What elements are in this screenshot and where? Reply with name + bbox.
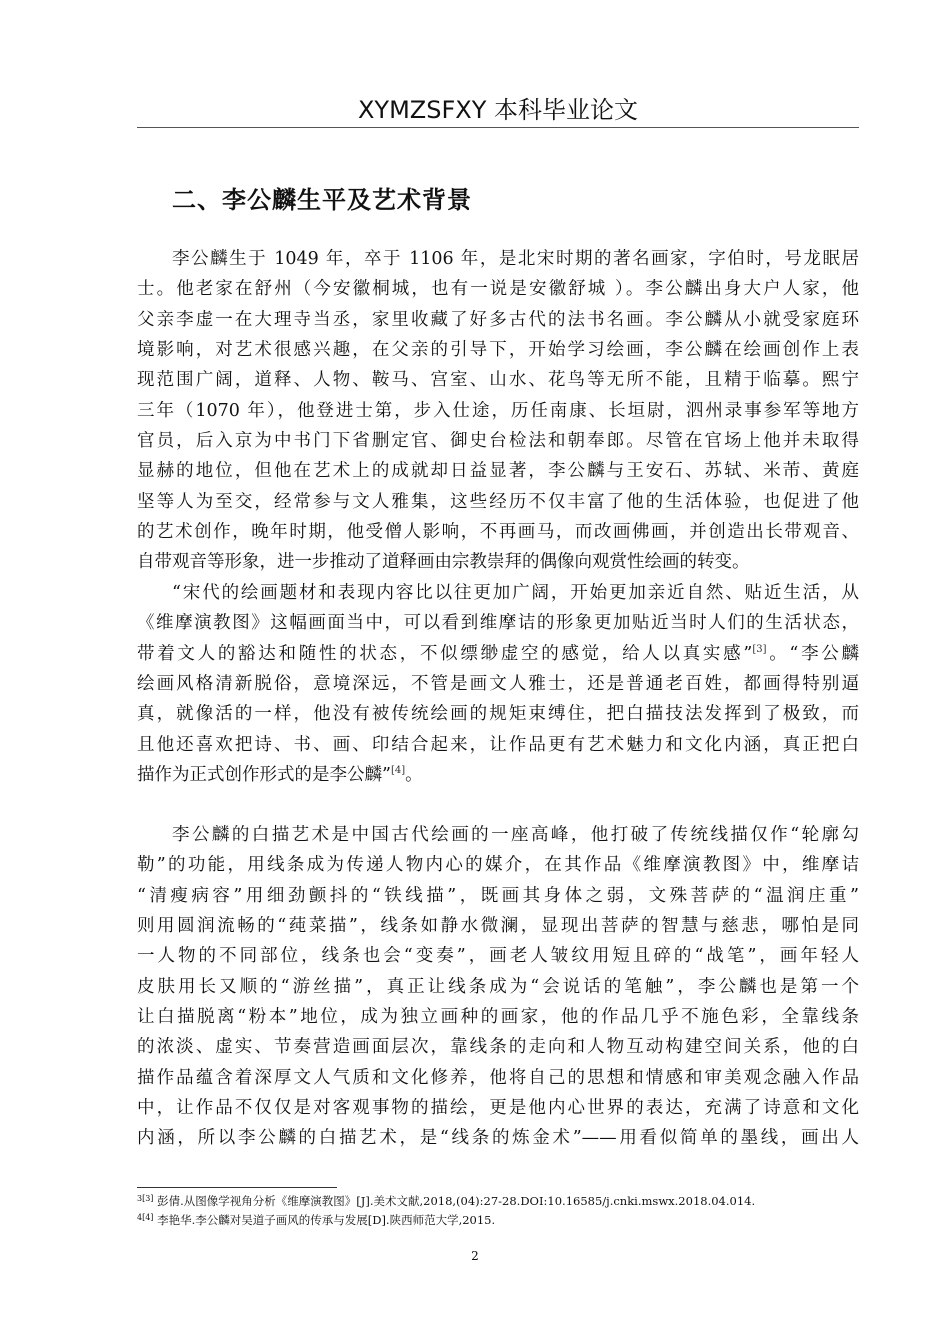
citation-ref-4[interactable]: [4]: [390, 765, 406, 777]
paragraph-line: 自带观音等形象，进一步推动了道释画由宗教崇拜的偶像向观赏性绘画的转变。: [137, 552, 750, 573]
paragraph-line: 皮肤用长又顺的“游丝描”，真正让线条成为“会说话的笔触”，李公麟也是第一个: [137, 976, 859, 997]
footnotes: [137, 1192, 859, 1230]
header-rule: [137, 127, 859, 128]
paragraph-1: [137, 244, 859, 578]
paragraph-line: 士。他老家在舒州（今安徽桐城，也有一说是安徽舒城 ）。李公麟出身大户人家，他: [137, 279, 859, 300]
paragraph-line: 真，就像活的一样，他没有被传统绘画的规矩束缚住，把白描技法发挥到了极致，而: [137, 704, 859, 725]
section-heading: 二、李公麟生平及艺术背景: [172, 186, 472, 214]
paragraph-line: 李公麟生于 1049 年，卒于 1106 年，是北宋时期的著名画家，字伯时，号龙眠居: [172, 249, 859, 269]
footnote-text: 李艳华.李公麟对吴道子画风的传承与发展[D].陕西师范大学,2015.: [153, 1213, 496, 1227]
footnote-mark: 4[4]: [137, 1213, 154, 1222]
paragraph-line: 且他还喜欢把诗、书、画、印结合起来，让作品更有艺术魅力和文化内涵，真正把白: [137, 734, 859, 755]
line-text: 。: [405, 765, 423, 786]
paragraph-line: 境影响，对艺术很感兴趣，在父亲的引导下，开始学习绘画，李公麟在绘画创作上表: [137, 340, 859, 361]
footnote-4: [137, 1211, 859, 1230]
citation-ref-3[interactable]: [3]: [752, 643, 767, 655]
footnote-text: 彭倩.从图像学视角分析《维摩演教图》[J].美术文献,2018,(04):27-28.DOI:10.16585/j.cnki.mswx.2018.04.014.: [153, 1194, 756, 1208]
paragraph-line: 李公麟的白描艺术是中国古代绘画的一座高峰，他打破了传统线描仅作“轮廓勾: [172, 825, 859, 845]
paragraph-line: 父亲李虚一在大理寺当丞，家里收藏了好多古代的法书名画。李公麟从小就受家庭环: [137, 309, 859, 330]
paragraph-line: 则用圆润流畅的“莼菜描”，线条如静水微澜，显现出菩萨的智慧与慈悲，哪怕是同: [137, 916, 859, 937]
paragraph-line: 《维摩演教图》这幅画面当中，可以看到维摩诘的形象更加贴近当时人们的生活状态，: [137, 613, 859, 634]
paragraph-line: 中，让作品不仅仅是对客观事物的描绘，更是他内心世界的表达，充满了诗意和文化: [137, 1098, 859, 1119]
paragraph-line: 绘画风格清新脱俗，意境深远，不管是画文人雅士，还是普通老百姓，都画得特别逼: [137, 674, 859, 695]
paragraph-line: [137, 639, 859, 669]
paragraph-line: 现范围广阔，道释、人物、鞍马、宫室、山水、花鸟等无所不能，且精于临摹。熙宁: [137, 370, 859, 391]
paragraph-line: 三年（1070 年），他登进士第，步入仕途，历任南康、长垣尉，泗州录事参军等地方: [137, 400, 859, 421]
paragraph-line: 的浓淡、虚实、节奏营造画面层次，靠线条的走向和人物互动构建空间关系，他的白: [137, 1037, 859, 1058]
paragraph-line: 坚等人为至交，经常参与文人雅集，这些经历不仅丰富了他的生活体验，也促进了他: [137, 491, 859, 512]
paragraph-line: [137, 760, 859, 790]
running-header: XYMZSFXY 本科毕业论文: [357, 96, 639, 124]
footnote-rule: [137, 1187, 337, 1188]
paragraph-line: 勒”的功能，用线条成为传递人物内心的媒介，在其作品《维摩演教图》中，维摩诘: [137, 855, 859, 876]
paragraph-line: 让白描脱离“粉本”地位，成为独立画种的画家，他的作品几乎不施色彩，全靠线条: [137, 1007, 859, 1028]
page-number: 2: [471, 1249, 479, 1263]
paragraph-line: 官员，后入京为中书门下省删定官、御史台检法和朝奉郎。尽管在官场上他并未取得: [137, 431, 859, 452]
paragraph-line: “清瘦病容”用细劲颤抖的“铁线描”，既画其身体之弱，文殊菩萨的“温润庄重”: [137, 885, 859, 906]
paragraph-2: [137, 578, 859, 790]
paragraph-line: 显赫的地位，但他在艺术上的成就却日益显著，李公麟与王安石、苏轼、米芾、黄庭: [137, 461, 859, 482]
paragraph-line: 的艺术创作，晚年时期，他受僧人影响，不再画马，而改画佛画，并创造出长带观音、: [137, 522, 859, 543]
footnote-mark: 3[3]: [137, 1194, 154, 1203]
paragraph-line: 内涵，所以李公麟的白描艺术，是“线条的炼金术”——用看似简单的墨线，画出人: [137, 1128, 859, 1149]
line-text: 描作为正式创作形式的是李公麟”: [137, 765, 391, 786]
paragraph-line: 描作品蕴含着深厚文人气质和文化修养，他将自己的思想和情感和审美观念融入作品: [137, 1067, 859, 1088]
line-text: 。“李公麟: [766, 643, 859, 664]
line-text: 带着文人的豁达和随性的状态，不似缥缈虚空的感觉，给人以真实感”: [137, 643, 753, 664]
paragraph-line: 一人物的不同部位，线条也会“变奏”，画老人皱纹用短且碎的“战笔”，画年轻人: [137, 946, 859, 967]
paragraph-3: [137, 820, 859, 1154]
footnote-3: [137, 1192, 859, 1211]
paragraph-line: “宋代的绘画题材和表现内容比以往更加广阔，开始更加亲近自然、贴近生活，从: [172, 583, 859, 603]
